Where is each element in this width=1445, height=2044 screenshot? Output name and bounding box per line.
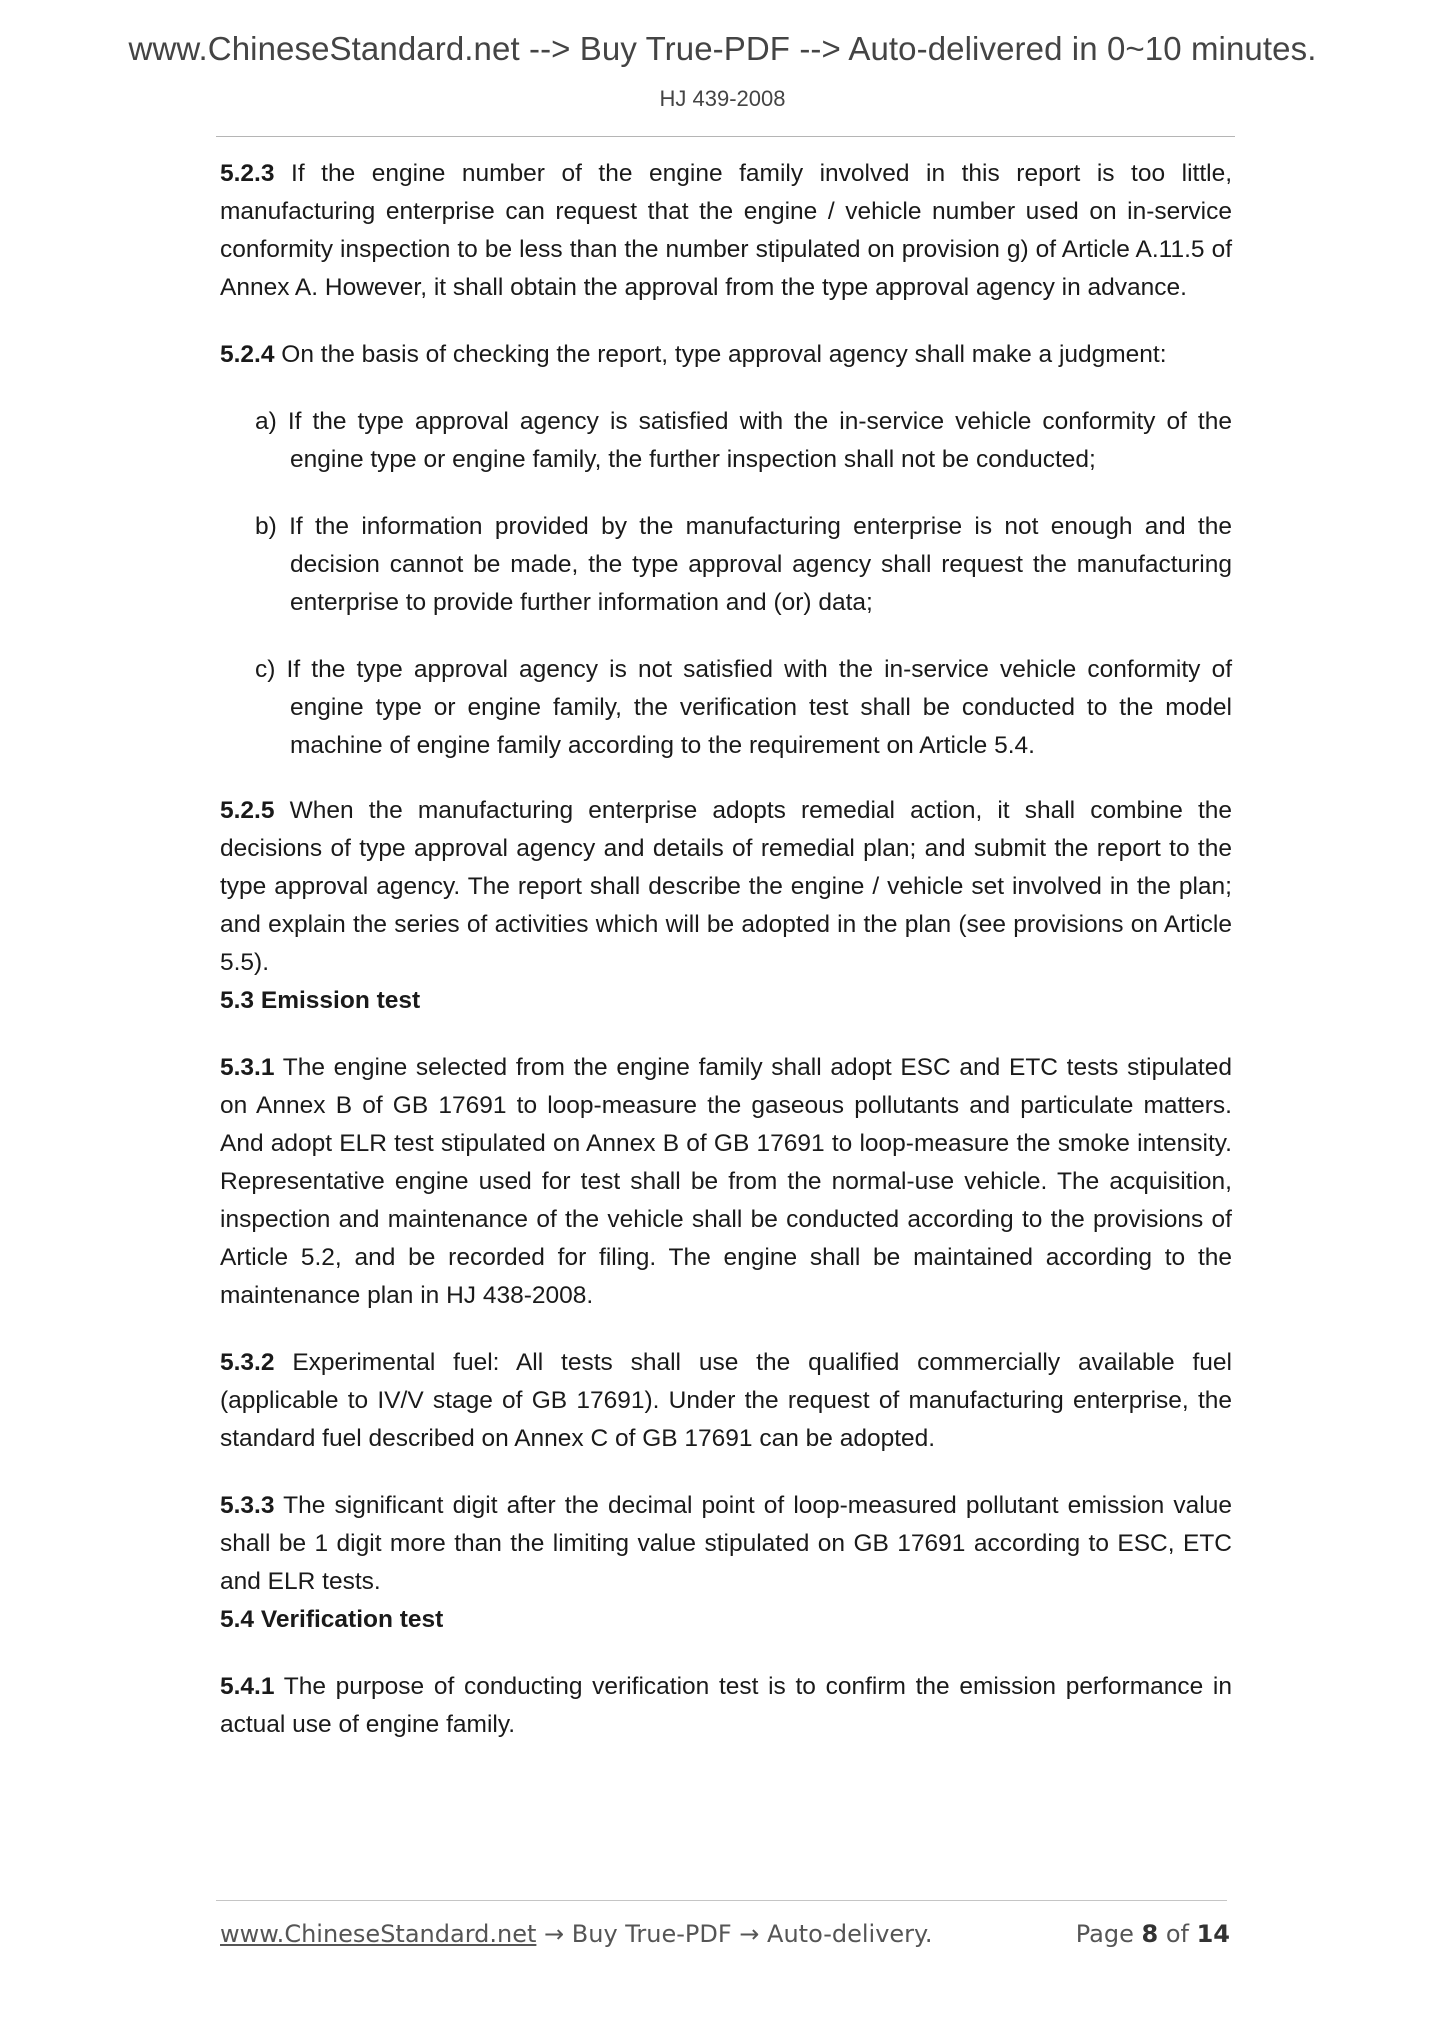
footer-tagline: → Buy True-PDF → Auto-delivery. <box>536 1920 933 1948</box>
clause-5-2-5 <box>220 792 1232 982</box>
page-label: Page <box>1075 1920 1142 1948</box>
clause-number: 5.3.3 <box>220 1492 275 1519</box>
clause-text: The engine selected from the engine family shall adopt ESC and ETC tests stipulated on Annex B of GB 17691 to loop-measure the gaseous pollutants and particulate matters. And adopt ELR test stipulated on Annex B of GB 17691 to loop-measure the smoke intensity. Representative engine used for test shall be from the normal-use vehicle. The acquisition, inspection and maintenance of the vehicle shall be conducted according to the provisions of Article 5.2, and be recorded for filing. The engine shall be maintained according to the maintenance plan in HJ 438-2008. <box>220 1054 1232 1309</box>
header-divider <box>216 136 1235 137</box>
page-footer <box>220 1920 1230 1948</box>
clause-5-3-3 <box>220 1487 1232 1601</box>
clause-5-2-3 <box>220 155 1232 307</box>
list-item-a: a) If the type approval agency is satisfied with the in-service vehicle conformity of the engine type or engine family, the further inspection shall not be conducted; <box>255 408 1232 473</box>
section-heading-5-3: 5.3 Emission test <box>220 987 421 1014</box>
clause-number: 5.2.5 <box>220 797 275 824</box>
clause-number: 5.2.3 <box>220 160 275 187</box>
clause-5-3-1 <box>220 1049 1232 1315</box>
clause-5-4-1 <box>220 1668 1232 1744</box>
clause-5-3-2 <box>220 1344 1232 1458</box>
site-banner: www.ChineseStandard.net --> Buy True-PDF --> Auto-delivered in 0~10 minutes. <box>128 30 1317 67</box>
list-item-b: b) If the information provided by the manufacturing enterprise is not enough and the decision cannot be made, the type approval agency shall request the manufacturing enterprise to provide further information and (or) data; <box>255 513 1232 616</box>
clause-number: 5.3.2 <box>220 1349 275 1376</box>
clause-text: The significant digit after the decimal point of loop-measured pollutant emission value shall be 1 digit more than the limiting value stipulated on GB 17691 according to ESC, ETC and ELR tests. <box>220 1492 1232 1595</box>
document-body <box>220 155 1232 1744</box>
footer-site-link[interactable]: www.ChineseStandard.net <box>220 1920 537 1948</box>
clause-number: 5.2.4 <box>220 341 275 368</box>
page-indicator <box>1076 1920 1230 1948</box>
list-item-c: c) If the type approval agency is not satisfied with the in-service vehicle conformity of engine type or engine family, the verification test shall be conducted to the model machine of engine family according to the requirement on Article 5.4. <box>255 656 1232 759</box>
clause-text: On the basis of checking the report, type approval agency shall make a judgment: <box>274 341 1167 368</box>
clause-number: 5.4.1 <box>220 1673 275 1700</box>
page-total: 14 <box>1196 1920 1230 1948</box>
document-code: HJ 439-2008 <box>659 86 786 111</box>
clause-text: The purpose of conducting verification test is to confirm the emission performance in actual use of engine family. <box>220 1673 1232 1738</box>
clause-number: 5.3.1 <box>220 1054 275 1081</box>
clause-text: If the engine number of the engine family involved in this report is too little, manufacturing enterprise can request that the engine / vehicle number used on in-service conformity inspection to be less than the number stipulated on provision g) of Article A.11.5 of Annex A. However, it shall obtain the approval from the type approval agency in advance. <box>220 160 1232 301</box>
clause-text: When the manufacturing enterprise adopts remedial action, it shall combine the decisions of type approval agency and details of remedial plan; and submit the report to the type approval agency. The report shall describe the engine / vehicle set involved in the plan; and explain the series of activities which will be adopted in the plan (see provisions on Article 5.5). <box>220 797 1232 976</box>
clause-text: Experimental fuel: All tests shall use the qualified commercially available fuel (applicable to IV/V stage of GB 17691). Under the request of manufacturing enterprise, the standard fuel described on Annex C of GB 17691 can be adopted. <box>220 1349 1232 1452</box>
footer-divider <box>216 1900 1227 1901</box>
section-heading-5-4: 5.4 Verification test <box>220 1606 444 1633</box>
clause-5-2-4 <box>220 336 1232 374</box>
page-number: 8 <box>1141 1920 1159 1948</box>
of-label: of <box>1158 1920 1197 1948</box>
